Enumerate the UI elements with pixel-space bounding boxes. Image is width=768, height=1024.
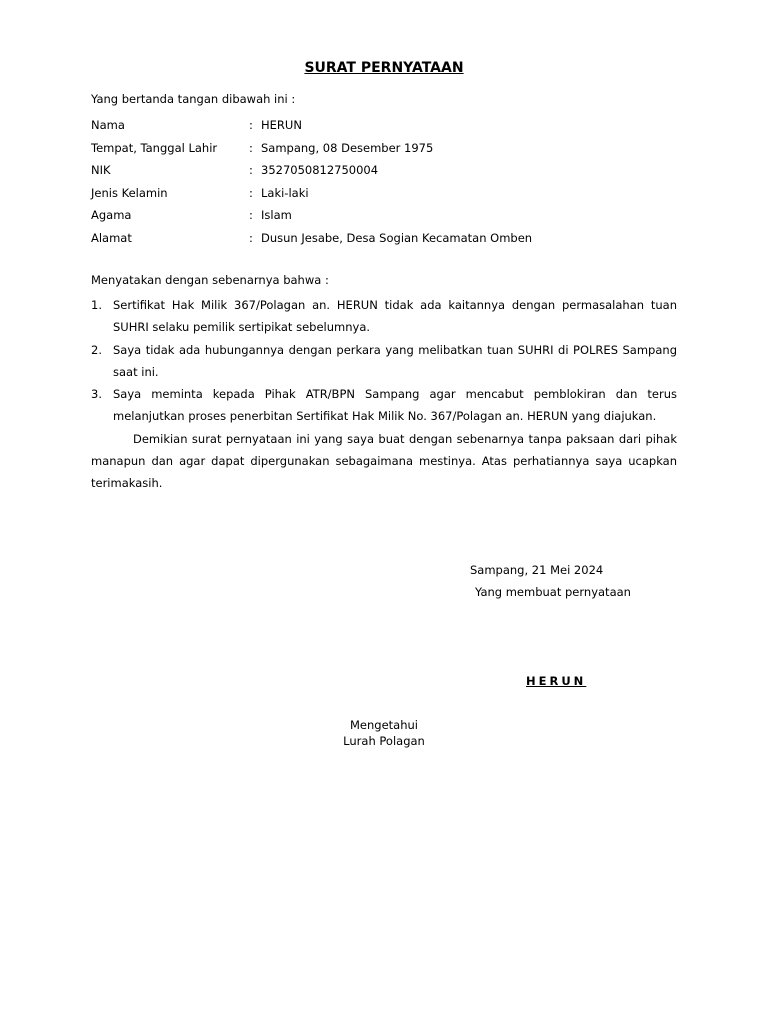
- identity-label: Jenis Kelamin: [91, 185, 168, 200]
- point-number: 3.: [91, 387, 102, 402]
- point-number: 1.: [91, 298, 102, 312]
- identity-value: Laki-laki: [261, 185, 309, 200]
- acknowledgement-block: [284, 717, 484, 749]
- identity-colon: :: [249, 230, 253, 245]
- identity-row-gender: [91, 185, 691, 208]
- maker-label: Yang membuat pernyataan: [475, 585, 631, 599]
- statement-point: [91, 383, 677, 428]
- statement-intro: Menyatakan dengan sebenarnya bahwa :: [91, 273, 329, 287]
- acknowledgement-line1: Mengetahui: [350, 718, 418, 732]
- acknowledgement-line2: Lurah Polagan: [343, 734, 425, 748]
- identity-label: Tempat, Tanggal Lahir: [91, 140, 218, 155]
- identity-value: Islam: [261, 208, 292, 222]
- identity-value: Sampang, 08 Desember 1975: [261, 140, 434, 155]
- identity-value: 3527050812750004: [261, 163, 379, 177]
- identity-colon: :: [249, 140, 253, 155]
- identity-row-name: [91, 117, 691, 140]
- signatory-name: HERUN: [526, 674, 587, 688]
- statement-point: [91, 294, 677, 339]
- identity-label: NIK: [91, 163, 111, 177]
- identity-value: Dusun Jesabe, Desa Sogian Kecamatan Omben: [261, 230, 533, 245]
- place-date: Sampang, 21 Mei 2024: [470, 563, 604, 577]
- point-text: Saya meminta kepada Pihak ATR/BPN Sampang agar mencabut pemblokiran dan terus melanjutkan proses penerbitan Sertifikat Hak Milik No. 367/Polagan an. HERUN yang diajukan.: [113, 387, 677, 424]
- identity-row-nik: [91, 162, 691, 185]
- statement-point: [91, 339, 677, 384]
- identity-value: HERUN: [261, 118, 302, 132]
- identity-row-religion: [91, 207, 691, 230]
- identity-label: Agama: [91, 208, 132, 222]
- document-title: SURAT PERNYATAAN: [304, 60, 464, 76]
- identity-row-birth: [91, 140, 691, 163]
- identity-label: Alamat: [91, 230, 132, 245]
- statement-body: [91, 272, 677, 495]
- identity-colon: :: [249, 118, 253, 132]
- closing-paragraph: Demikian surat pernyataan ini yang saya buat dengan sebenarnya tanpa paksaan dari pihak manapun dan agar dapat dipergunakan sebagaimana mestinya. Atas perhatiannya saya ucapkan terimakasih.: [91, 431, 677, 491]
- identity-colon: :: [249, 208, 253, 222]
- point-text: Sertifikat Hak Milik 367/Polagan an. HERUN tidak ada kaitannya dengan permasalahan tuan SUHRI selaku pemilik sertipikat sebelumnya.: [113, 298, 677, 335]
- point-number: 2.: [91, 342, 102, 357]
- intro-text: Yang bertanda tangan dibawah ini :: [91, 92, 296, 106]
- identity-row-address: [91, 230, 691, 253]
- identity-colon: :: [249, 185, 253, 200]
- point-text: Saya tidak ada hubungannya dengan perkara yang melibatkan tuan SUHRI di POLRES Sampang saat ini.: [113, 342, 677, 379]
- identity-label: Nama: [91, 118, 125, 132]
- identity-table: [91, 117, 691, 252]
- identity-colon: :: [249, 163, 253, 177]
